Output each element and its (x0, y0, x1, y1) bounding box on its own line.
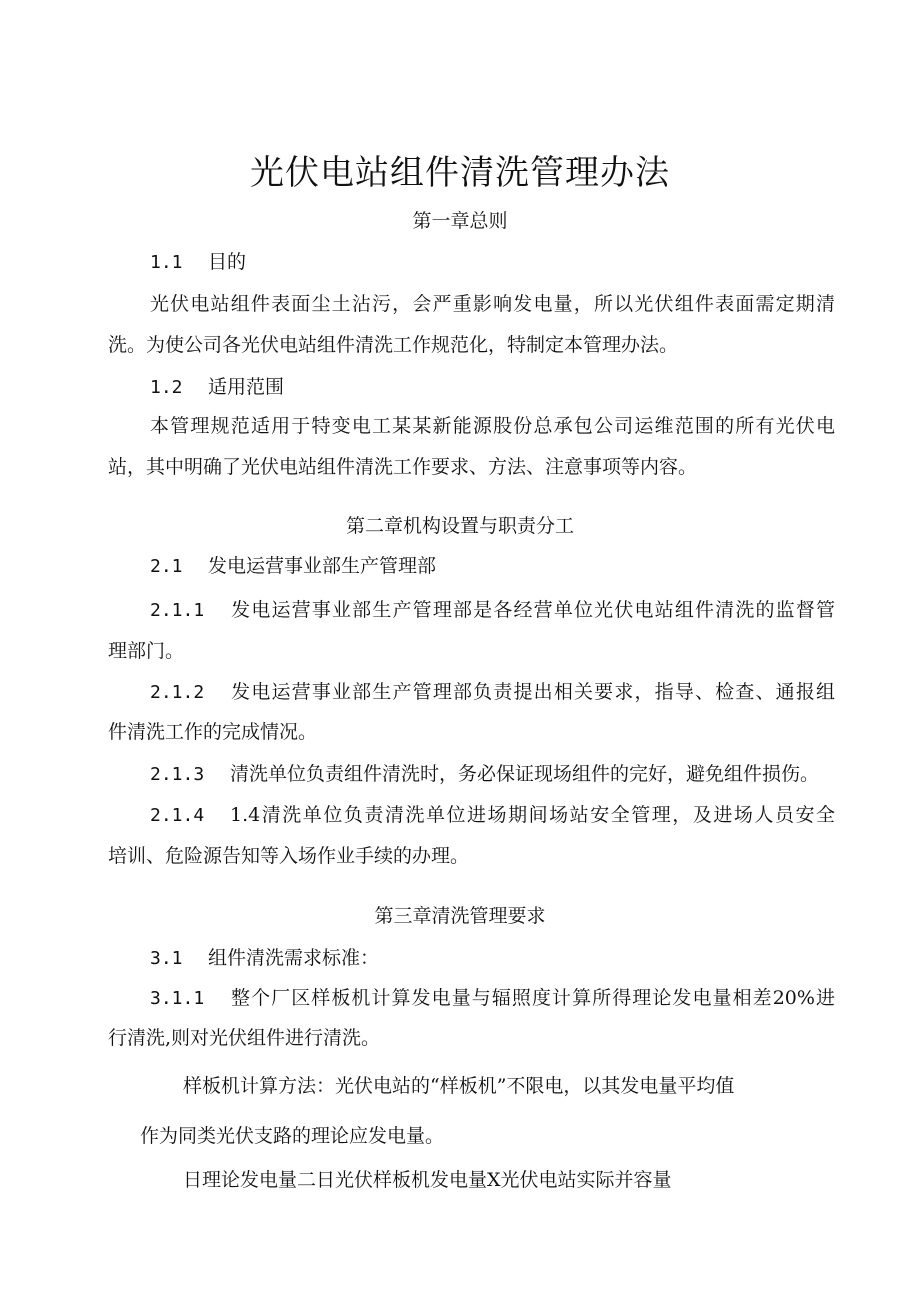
paragraph-line: 行清洗,则对光伏组件进行清洗。 (108, 1027, 381, 1049)
clause-text: 发电运营事业部生产管理部负责提出相关要求，指导、检查、通报组 (230, 681, 835, 703)
clause-text: 1.4清洗单位负责清洗单位进场期间场站安全管理，及进场人员安全 (230, 804, 835, 826)
section-1-2-heading (150, 373, 284, 402)
section-number: 3.1 (150, 948, 183, 969)
paragraph-line: 洗。为使公司各光伏电站组件清洗工作规范化，特制定本管理办法。 (108, 334, 679, 356)
method-line: 作为同类光伏支路的理论应发电量。 (140, 1125, 445, 1147)
section-1-1-heading (150, 248, 246, 277)
clause-text: 清洗单位负责组件清洗时，务必保证现场组件的完好，避免组件损伤。 (230, 763, 820, 785)
section-title: 组件清洗需求标准： (208, 947, 380, 969)
formula-line: 日理论发电量二日光伏样板机发电量X光伏电站实际并容量 (183, 1169, 672, 1191)
paragraph-line: 站，其中明确了光伏电站组件清洗工作要求、方法、注意事项等内容。 (108, 456, 698, 478)
section-title: 目的 (208, 251, 247, 273)
clause-2-1-2 (150, 678, 835, 707)
paragraph-line: 光伏电站组件表面尘土沾污，会严重影响发电量，所以光伏组件表面需定期清 (150, 293, 835, 315)
method-line: 样板机计算方法：光伏电站的“样板机”不限电，以其发电量平均值 (183, 1075, 735, 1097)
chapter-3-heading: 第三章清洗管理要求 (374, 905, 546, 927)
section-2-1-heading (150, 552, 436, 581)
paragraph-line: 本管理规范适用于特变电工某某新能源股份总承包公司运维范围的所有光伏电 (150, 415, 835, 437)
section-title: 适用范围 (208, 376, 285, 398)
clause-text: 发电运营事业部生产管理部是各经营单位光伏电站组件清洗的监督管 (230, 599, 835, 621)
clause-text: 整个厂区样板机计算发电量与辐照度计算所得理论发电量相差20%进 (230, 987, 835, 1009)
clause-2-1-1 (150, 596, 835, 625)
chapter-1-heading: 第一章总则 (412, 210, 508, 232)
clause-2-1-3 (150, 760, 819, 789)
paragraph-line: 培训、危险源告知等入场作业手续的办理。 (108, 845, 470, 867)
clause-number: 2.1.2 (150, 682, 205, 703)
clause-number: 3.1.1 (150, 988, 205, 1009)
document-title: 光伏电站组件清洗管理办法 (250, 153, 670, 193)
section-3-1-heading (150, 944, 379, 973)
paragraph-line: 理部门。 (108, 640, 185, 662)
section-number: 2.1 (150, 556, 183, 577)
chapter-2-heading: 第二章机构设置与职责分工 (345, 515, 574, 537)
section-number: 1.2 (150, 377, 183, 398)
clause-2-1-4 (150, 801, 835, 830)
section-title: 发电运营事业部生产管理部 (208, 555, 437, 577)
clause-number: 2.1.4 (150, 805, 205, 826)
paragraph-line: 件清洗工作的完成情况。 (108, 721, 318, 743)
section-number: 1.1 (150, 252, 183, 273)
clause-3-1-1 (150, 984, 835, 1013)
clause-number: 2.1.1 (150, 600, 205, 621)
clause-number: 2.1.3 (150, 764, 205, 785)
